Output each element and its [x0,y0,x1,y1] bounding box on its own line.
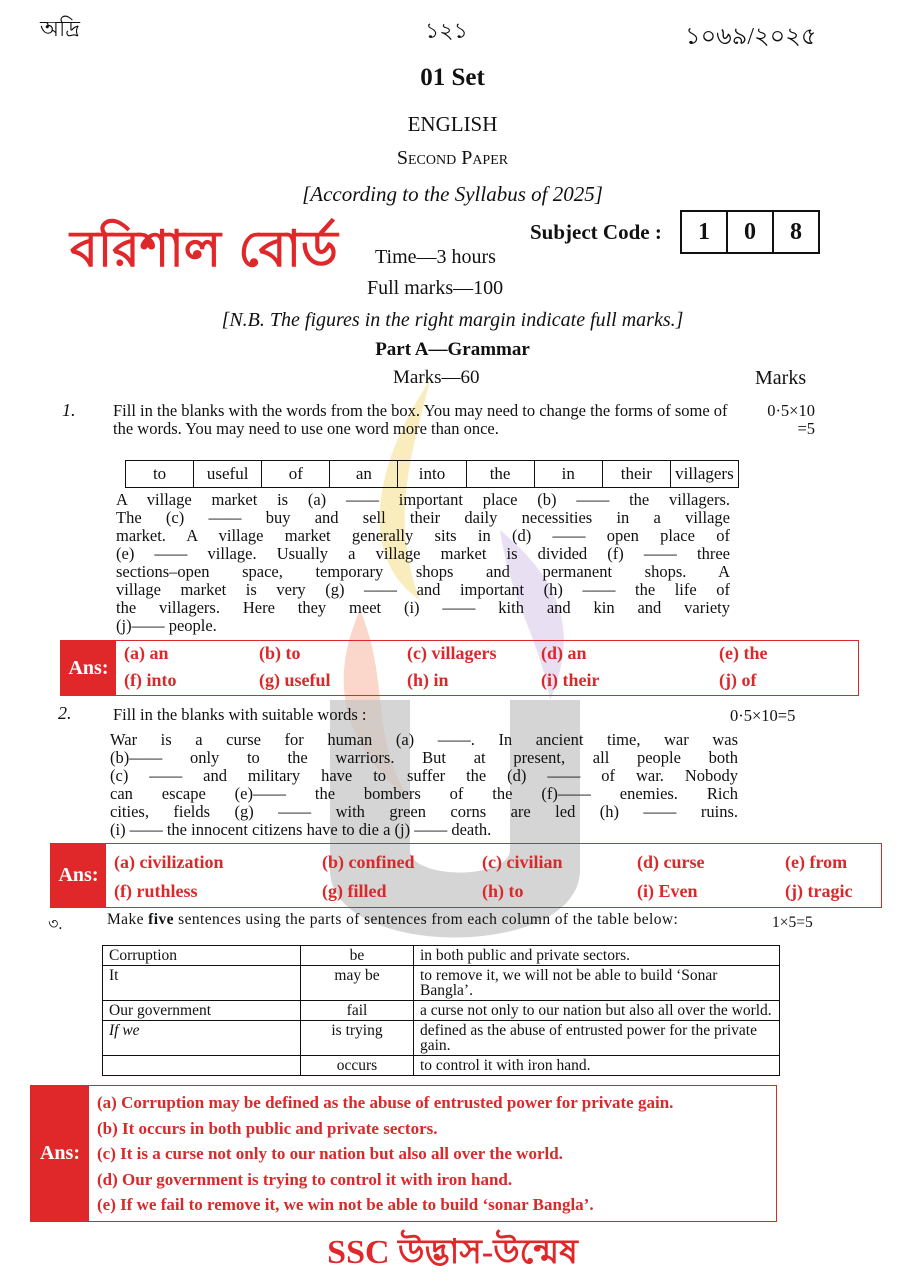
word: the [467,461,535,487]
answer: (i) their [541,670,600,690]
word: villagers [675,464,734,483]
q1-instruction: Fill in the blanks with the words from the box. You may need to change the forms of some of the words. You may need to use one word more than once. [113,401,728,438]
q2-instruction: Fill in the blanks with suitable words : [113,705,367,724]
time-label: Time—3 hours [375,246,496,268]
instruction-text: Make [107,911,149,928]
subject-code-box [680,210,820,254]
table-row [103,1056,780,1076]
q1-passage [116,491,730,635]
q2-answer-box [50,843,882,908]
table-cell: Our government [103,1001,301,1021]
answer: (h) to [482,880,524,901]
question-number: 2. [58,703,72,723]
marks-value: 0·5×10 [767,401,815,420]
marks-total: =5 [797,419,815,438]
code-digit: 0 [728,212,774,252]
passage-line: (b)—— only to the warriors. But at present, all people both [110,748,738,767]
part-heading: Part A—Grammar [375,339,530,360]
header-left: অদ্রি [40,16,80,41]
q2-marks: 0·5×10=5 [730,706,796,725]
answer: (a) an [124,643,169,663]
passage-line: The (c) —— buy and sell their daily necessities in a village [116,508,730,527]
table-row [103,946,780,966]
table-row [103,1021,780,1056]
instruction-text: sentences using the parts of sentences from each column of the table below: [173,911,679,928]
word-box [125,460,739,488]
table-cell: defined as the abuse of entrusted power for the private gain. [414,1021,780,1056]
answer: (d) curse [637,852,705,872]
answer-label: Ans: [31,1086,89,1221]
table-cell: If we [103,1021,301,1056]
answer: (c) It is a curse not only to our nation but also all over the world. [97,1144,563,1163]
passage-line: cities, fields (g) —— with green corns are led (h) —— ruins. [110,802,738,821]
q1-answer-box [60,640,859,696]
answer: (e) from [785,852,848,872]
passage-line: (j)—— people. [116,616,217,635]
passage-line: market. A village market generally sits in (d) —— open place of [116,526,730,545]
answer: (g) useful [259,670,331,690]
answer-grid [116,641,858,695]
page-number: ১২১ [425,18,468,43]
paper-title: Second Paper [396,147,509,169]
answer: (f) into [124,670,177,690]
instruction-emphasis: five [148,911,174,928]
answer: (b) It occurs in both public and private sectors. [97,1118,438,1138]
passage-line: the villagers. Here they meet (i) —— kith and kin and variety [116,598,730,617]
word: their [603,461,671,487]
marks-column-header: Marks [755,367,807,389]
table-cell: Corruption [103,946,301,966]
table-cell: in both public and private sectors. [414,946,780,966]
syllabus-note: [According to the Syllabus of 2025] [302,182,603,206]
word: of [262,461,330,487]
subject-title: ENGLISH [407,112,498,136]
answer: (b) to [259,643,301,663]
passage-line: War is a curse for human (a) ——. In ancient time, war was [110,730,738,749]
word: to [126,461,194,487]
q3-marks: 1×5=5 [772,914,813,931]
answer: (e) the [719,643,768,663]
sentence-parts-table [102,945,780,1076]
header-code: ১০৬৯/২০২৫ [685,24,817,50]
table-cell: It [103,966,301,1001]
code-digit: 8 [790,218,802,245]
passage-line: A village market is (a) —— important place (b) —— the villagers. [116,490,730,509]
word: an [330,461,398,487]
passage-line: sections–open space, temporary shops and permanent shops. A [116,562,730,581]
passage-line: can escape (e)—— the bombers of the (f)—— enemies. Rich [110,784,738,803]
part-marks: Marks—60 [393,367,480,388]
answer: (j) of [719,670,757,690]
nb-note: [N.B. The figures in the right margin indicate full marks.] [221,309,684,331]
table-cell: to control it with iron hand. [414,1056,780,1076]
answer: (b) confined [322,852,415,872]
set-label: 01 Set [420,64,485,91]
table-cell: be [301,946,414,966]
word: in [535,461,603,487]
answer: (d) an [541,643,587,663]
answer: (f) ruthless [114,880,198,901]
q3-answer-box [30,1085,777,1222]
answer: (c) civilian [482,852,563,872]
table-cell: may be [301,966,414,1001]
passage-line: village market is very (g) —— and important (h) —— the life of [116,580,730,599]
question-number: ৩. [48,916,63,933]
answer: (c) villagers [407,643,497,663]
table-cell: is trying [301,1021,414,1056]
full-marks-label: Full marks—100 [367,277,504,299]
answer: (i) Even [637,880,698,901]
table-cell: to remove it, we will not be able to build ‘Sonar Bangla’. [414,966,780,1001]
answer: (a) Corruption may be defined as the abuse of entrusted power for private gain. [97,1093,674,1112]
q1-marks [745,402,815,438]
passage-line: (i) —— the innocent citizens have to die a (j) —— death. [110,820,492,839]
answer: (g) filled [322,880,387,901]
answer: (h) in [407,670,449,690]
footer-brand: SSC উদ্ভাস-উন্মেষ [327,1234,578,1271]
code-digit: 1 [682,212,728,252]
answer-label: Ans: [61,641,116,695]
table-row [103,966,780,1001]
answer: (a) civilization [114,852,224,872]
table-cell: a curse not only to our nation but also all over the world. [414,1001,780,1021]
board-name: বরিশাল বোর্ড [70,220,338,278]
table-cell: occurs [301,1056,414,1076]
passage-line: (c) —— and military have to suffer the (d) —— of war. Nobody [110,766,738,785]
table-cell: fail [301,1001,414,1021]
q3-instruction [107,913,747,927]
answer-label: Ans: [51,844,106,907]
table-cell [103,1056,301,1076]
answer: (e) If we fail to remove it, we win not be able to build ‘sonar Bangla’. [97,1195,594,1214]
subject-code-label: Subject Code : [530,220,662,244]
answer: (d) Our government is trying to control it with iron hand. [97,1169,513,1189]
question-number: 1. [62,400,76,420]
q2-passage [110,731,738,839]
answer-grid [106,844,881,907]
answer: (j) tragic [785,880,853,901]
passage-line: (e) —— village. Usually a village market is divided (f) —— three [116,544,730,563]
word: into [398,461,466,487]
word: useful [194,461,262,487]
table-row [103,1001,780,1021]
answer-list [89,1086,776,1221]
